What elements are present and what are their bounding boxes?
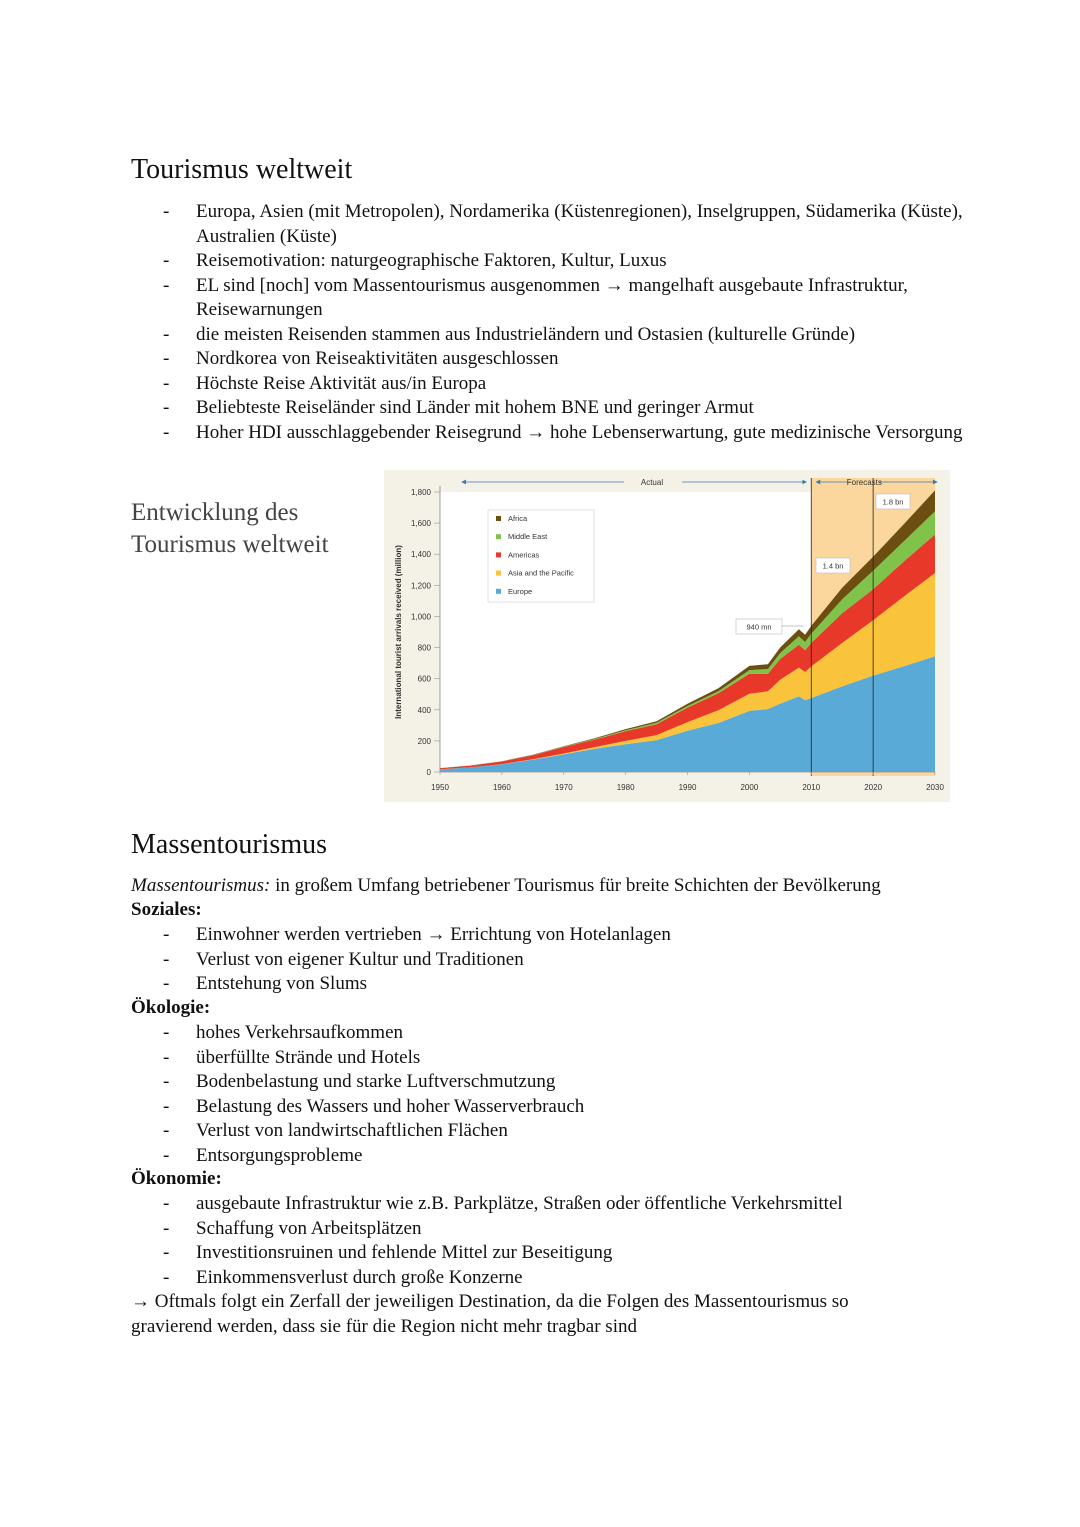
- legend-swatch: [496, 534, 501, 539]
- x-tick-label: 2030: [926, 783, 944, 792]
- heading-massentourismus: Massentourismus: [131, 829, 327, 860]
- bullet-dash: -: [163, 1266, 170, 1288]
- bullet-dash: -: [163, 348, 170, 369]
- list-item: - Entsorgungsprobleme: [131, 1144, 971, 1169]
- list-item: - die meisten Reisenden stammen aus Industrieländern und Ostasien (kulturelle Gründe): [131, 323, 971, 348]
- list-item: - Bodenbelastung und starke Luftverschmutzung: [131, 1070, 971, 1095]
- legend-label: Europe: [508, 586, 533, 596]
- list-item: - ausgebaute Infrastruktur wie z.B. Parkplätze, Straßen oder öffentliche Verkehrsmittel: [131, 1192, 971, 1217]
- list-item: - Nordkorea von Reiseaktivitäten ausgeschlossen: [131, 347, 971, 372]
- y-tick-label: 600: [417, 674, 431, 684]
- y-axis-title: International tourist arrivals received (million): [394, 545, 403, 719]
- heading-entwicklung: Entwicklung des Tourismus weltweit: [131, 499, 329, 558]
- legend-label: Americas: [508, 550, 540, 560]
- list-item: - Investitionsruinen und fehlende Mittel zur Beseitigung: [131, 1241, 971, 1266]
- subheading-oekologie: Ökologie:: [131, 997, 211, 1018]
- heading-tourismus-weltweit: Tourismus weltweit: [131, 154, 353, 185]
- legend-box: [488, 510, 594, 602]
- bullet-dash: -: [163, 1120, 170, 1141]
- bullet-dash: -: [163, 1022, 170, 1043]
- bullet-dash: -: [163, 1144, 170, 1166]
- x-tick-label: 2010: [802, 783, 821, 792]
- list-item: - Höchste Reise Aktivität aus/in Europa: [131, 372, 971, 397]
- x-tick-label: 1970: [554, 783, 573, 792]
- forecasts-label: Forecasts: [846, 478, 882, 487]
- x-tick-label: 2020: [864, 783, 883, 792]
- legend: [488, 510, 594, 602]
- legend-label: Middle East: [508, 532, 548, 542]
- bullet-dash: -: [163, 372, 170, 394]
- x-tick-label: 1960: [492, 783, 511, 792]
- y-tick-label: 1,000: [410, 612, 431, 622]
- list-item: - Belastung des Wassers und hoher Wasserverbrauch: [131, 1095, 971, 1120]
- annotation-1-4-bn: 1.4 bn: [822, 561, 844, 571]
- legend-swatch: [496, 516, 501, 521]
- y-tick-label: 1,200: [410, 581, 431, 591]
- oekonomie-list: [131, 1192, 971, 1290]
- bullet-dash: -: [163, 1071, 170, 1092]
- x-tick-label: 1990: [678, 783, 697, 792]
- list-item: - Einkommensverlust durch große Konzerne: [131, 1266, 971, 1291]
- subheading-soziales: Soziales:: [131, 899, 202, 920]
- list-item: - Einwohner werden vertrieben → Errichtung von Hotelanlagen: [131, 923, 971, 948]
- bullet-dash: -: [163, 323, 170, 345]
- list-item: - Europa, Asien (mit Metropolen), Nordamerika (Küstenregionen), Inselgruppen, Südamerika (Küste), Australien (Küste): [163, 201, 963, 247]
- bullet-dash: -: [163, 274, 170, 296]
- y-tick-label: 1,400: [410, 550, 431, 560]
- bullet-dash: -: [163, 1193, 170, 1214]
- list-item: - EL sind [noch] vom Massentourismus ausgenommen → mangelhaft ausgebaute Infrastruktur, Reisewarnungen: [163, 274, 908, 320]
- bullet-dash: -: [163, 1095, 170, 1117]
- legend-swatch: [496, 552, 501, 557]
- legend-label: Africa: [508, 514, 528, 523]
- list-item: - überfüllte Strände und Hotels: [131, 1046, 971, 1071]
- subheading-oekonomie: Ökonomie:: [131, 1168, 222, 1189]
- bullet-dash: -: [163, 1242, 170, 1263]
- bullet-dash: -: [163, 1217, 170, 1239]
- bullet-dash: -: [163, 973, 170, 994]
- y-tick-label: 0: [426, 768, 431, 777]
- legend-swatch: [496, 589, 501, 594]
- bullet-dash: -: [163, 1046, 170, 1068]
- x-tick-label: 1950: [431, 783, 449, 792]
- bullet-dash: -: [163, 397, 170, 418]
- x-tick-label: 1980: [616, 783, 635, 792]
- bullet-dash: -: [163, 924, 170, 945]
- y-tick-label: 400: [417, 705, 431, 715]
- list-item: - hohes Verkehrsaufkommen: [131, 1021, 971, 1046]
- bullet-dash: -: [163, 250, 170, 271]
- list-item: - Verlust von landwirtschaftlichen Flächen: [131, 1119, 971, 1144]
- conclusion-paragraph: → Oftmals folgt ein Zerfall der jeweiligen Destination, da die Folgen des Massentourismus so gravierend werden, dass sie für die Region nicht mehr tragbar sind: [131, 1291, 849, 1337]
- list-item: - Schaffung von Arbeitsplätzen: [131, 1217, 971, 1242]
- bullet-dash: -: [163, 201, 170, 222]
- list-item: - Entstehung von Slums: [131, 972, 971, 997]
- y-tick-label: 1,600: [410, 519, 431, 529]
- y-tick-label: 200: [417, 736, 431, 746]
- oekologie-list: [131, 1021, 971, 1168]
- list-item: - Beliebteste Reiseländer sind Länder mit hohem BNE und geringer Armut: [131, 396, 971, 421]
- annotation-940-mn: 940 mn: [746, 622, 772, 632]
- list-item: - Reisemotivation: naturgeographische Faktoren, Kultur, Luxus: [131, 249, 971, 274]
- legend-label: Asia and the Pacific: [508, 568, 574, 578]
- soziales-list: [131, 923, 971, 997]
- tourism-area-chart: [384, 470, 950, 802]
- list-item: - Hoher HDI ausschlaggebender Reisegrund → hohe Lebenserwartung, gute medizinische Versorgung: [131, 421, 971, 446]
- y-tick-label: 800: [417, 643, 431, 653]
- definition-paragraph: Massentourismus: in großem Umfang betriebener Tourismus für breite Schichten der Bevölkerung: [131, 875, 881, 896]
- legend-swatch: [496, 571, 501, 576]
- annotation-1-8-bn: 1.8 bn: [882, 497, 904, 507]
- actual-label: Actual: [640, 478, 664, 487]
- y-tick-label: 1,800: [410, 488, 431, 497]
- tourismus-list: [131, 200, 971, 445]
- x-tick-label: 2000: [740, 783, 759, 792]
- bullet-dash: -: [163, 948, 170, 970]
- list-item: - Verlust von eigener Kultur und Traditionen: [131, 948, 971, 973]
- bullet-dash: -: [163, 421, 170, 443]
